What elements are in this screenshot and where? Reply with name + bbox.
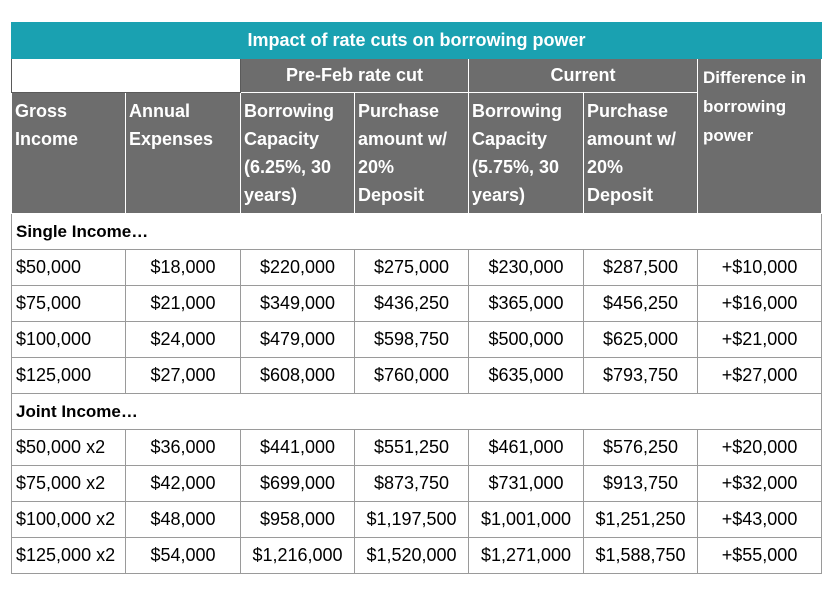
table-cell: $1,251,250 (584, 502, 698, 538)
table-row (12, 538, 822, 574)
table-cell: $699,000 (241, 466, 355, 502)
table-cell: $1,520,000 (355, 538, 469, 574)
table-cell: $100,000 x2 (12, 502, 126, 538)
table-cell: $598,750 (355, 322, 469, 358)
table-cell: $1,271,000 (469, 538, 584, 574)
table-cell: $1,216,000 (241, 538, 355, 574)
table-cell: $1,197,500 (355, 502, 469, 538)
table-cell: $793,750 (584, 358, 698, 394)
table-row (12, 502, 822, 538)
table-cell: $75,000 x2 (12, 466, 126, 502)
table-cell: $100,000 (12, 322, 126, 358)
table-cell: $50,000 (12, 250, 126, 286)
table-cell: +$21,000 (698, 322, 822, 358)
table-row (12, 322, 822, 358)
table-cell: $42,000 (126, 466, 241, 502)
table-cell: $576,250 (584, 430, 698, 466)
table-row (12, 286, 822, 322)
table-row (12, 466, 822, 502)
table-cell: $48,000 (126, 502, 241, 538)
table-cell: $456,250 (584, 286, 698, 322)
table-cell: $125,000 (12, 358, 126, 394)
table-row (12, 358, 822, 394)
borrowing-power-table (11, 22, 822, 574)
table-cell: $275,000 (355, 250, 469, 286)
column-header-gross-income: Gross Income (12, 93, 126, 214)
section-row (12, 214, 822, 250)
column-header-purchase-amount-pre: Purchase amount w/ 20% Deposit (355, 93, 469, 214)
table-row (12, 430, 822, 466)
table-cell: $958,000 (241, 502, 355, 538)
table-row (12, 250, 822, 286)
table-title: Impact of rate cuts on borrowing power (12, 23, 822, 59)
table-cell: +$55,000 (698, 538, 822, 574)
column-header-annual-expenses: Annual Expenses (126, 93, 241, 214)
table-cell: $436,250 (355, 286, 469, 322)
table-cell: $1,588,750 (584, 538, 698, 574)
table-cell: $50,000 x2 (12, 430, 126, 466)
section-row (12, 394, 822, 430)
column-header-purchase-amount-current: Purchase amount w/ 20% Deposit (584, 93, 698, 214)
column-header-borrowing-capacity-current: Borrowing Capacity (5.75%, 30 years) (469, 93, 584, 214)
table-cell: $18,000 (126, 250, 241, 286)
table-cell: $500,000 (469, 322, 584, 358)
table-cell: $27,000 (126, 358, 241, 394)
table-cell: +$43,000 (698, 502, 822, 538)
table-cell: +$20,000 (698, 430, 822, 466)
table-cell: $551,250 (355, 430, 469, 466)
table-cell: +$32,000 (698, 466, 822, 502)
blank-header-cell (12, 59, 241, 93)
section-label: Joint Income… (12, 394, 822, 430)
table-cell: $731,000 (469, 466, 584, 502)
table-cell: $479,000 (241, 322, 355, 358)
table-cell: $625,000 (584, 322, 698, 358)
table-cell: $54,000 (126, 538, 241, 574)
group-header-pre-feb: Pre-Feb rate cut (241, 59, 469, 93)
table-wrapper (11, 22, 821, 574)
table-cell: $125,000 x2 (12, 538, 126, 574)
table-cell: $349,000 (241, 286, 355, 322)
table-cell: $873,750 (355, 466, 469, 502)
table-cell: $21,000 (126, 286, 241, 322)
table-cell: $220,000 (241, 250, 355, 286)
table-cell: $760,000 (355, 358, 469, 394)
table-cell: $608,000 (241, 358, 355, 394)
table-cell: +$27,000 (698, 358, 822, 394)
table-cell: $24,000 (126, 322, 241, 358)
section-label: Single Income… (12, 214, 822, 250)
table-body (12, 214, 822, 574)
table-cell: +$10,000 (698, 250, 822, 286)
table-cell: $75,000 (12, 286, 126, 322)
table-cell: $913,750 (584, 466, 698, 502)
group-header-row (12, 59, 822, 93)
table-cell: $230,000 (469, 250, 584, 286)
table-cell: $365,000 (469, 286, 584, 322)
table-cell: +$16,000 (698, 286, 822, 322)
title-row (12, 23, 822, 59)
table-cell: $36,000 (126, 430, 241, 466)
table-cell: $287,500 (584, 250, 698, 286)
group-header-difference: Difference in borrowing power (698, 59, 822, 214)
column-header-borrowing-capacity-pre: Borrowing Capacity (6.25%, 30 years) (241, 93, 355, 214)
table-cell: $1,001,000 (469, 502, 584, 538)
table-cell: $441,000 (241, 430, 355, 466)
table-cell: $635,000 (469, 358, 584, 394)
group-header-current: Current (469, 59, 698, 93)
table-cell: $461,000 (469, 430, 584, 466)
